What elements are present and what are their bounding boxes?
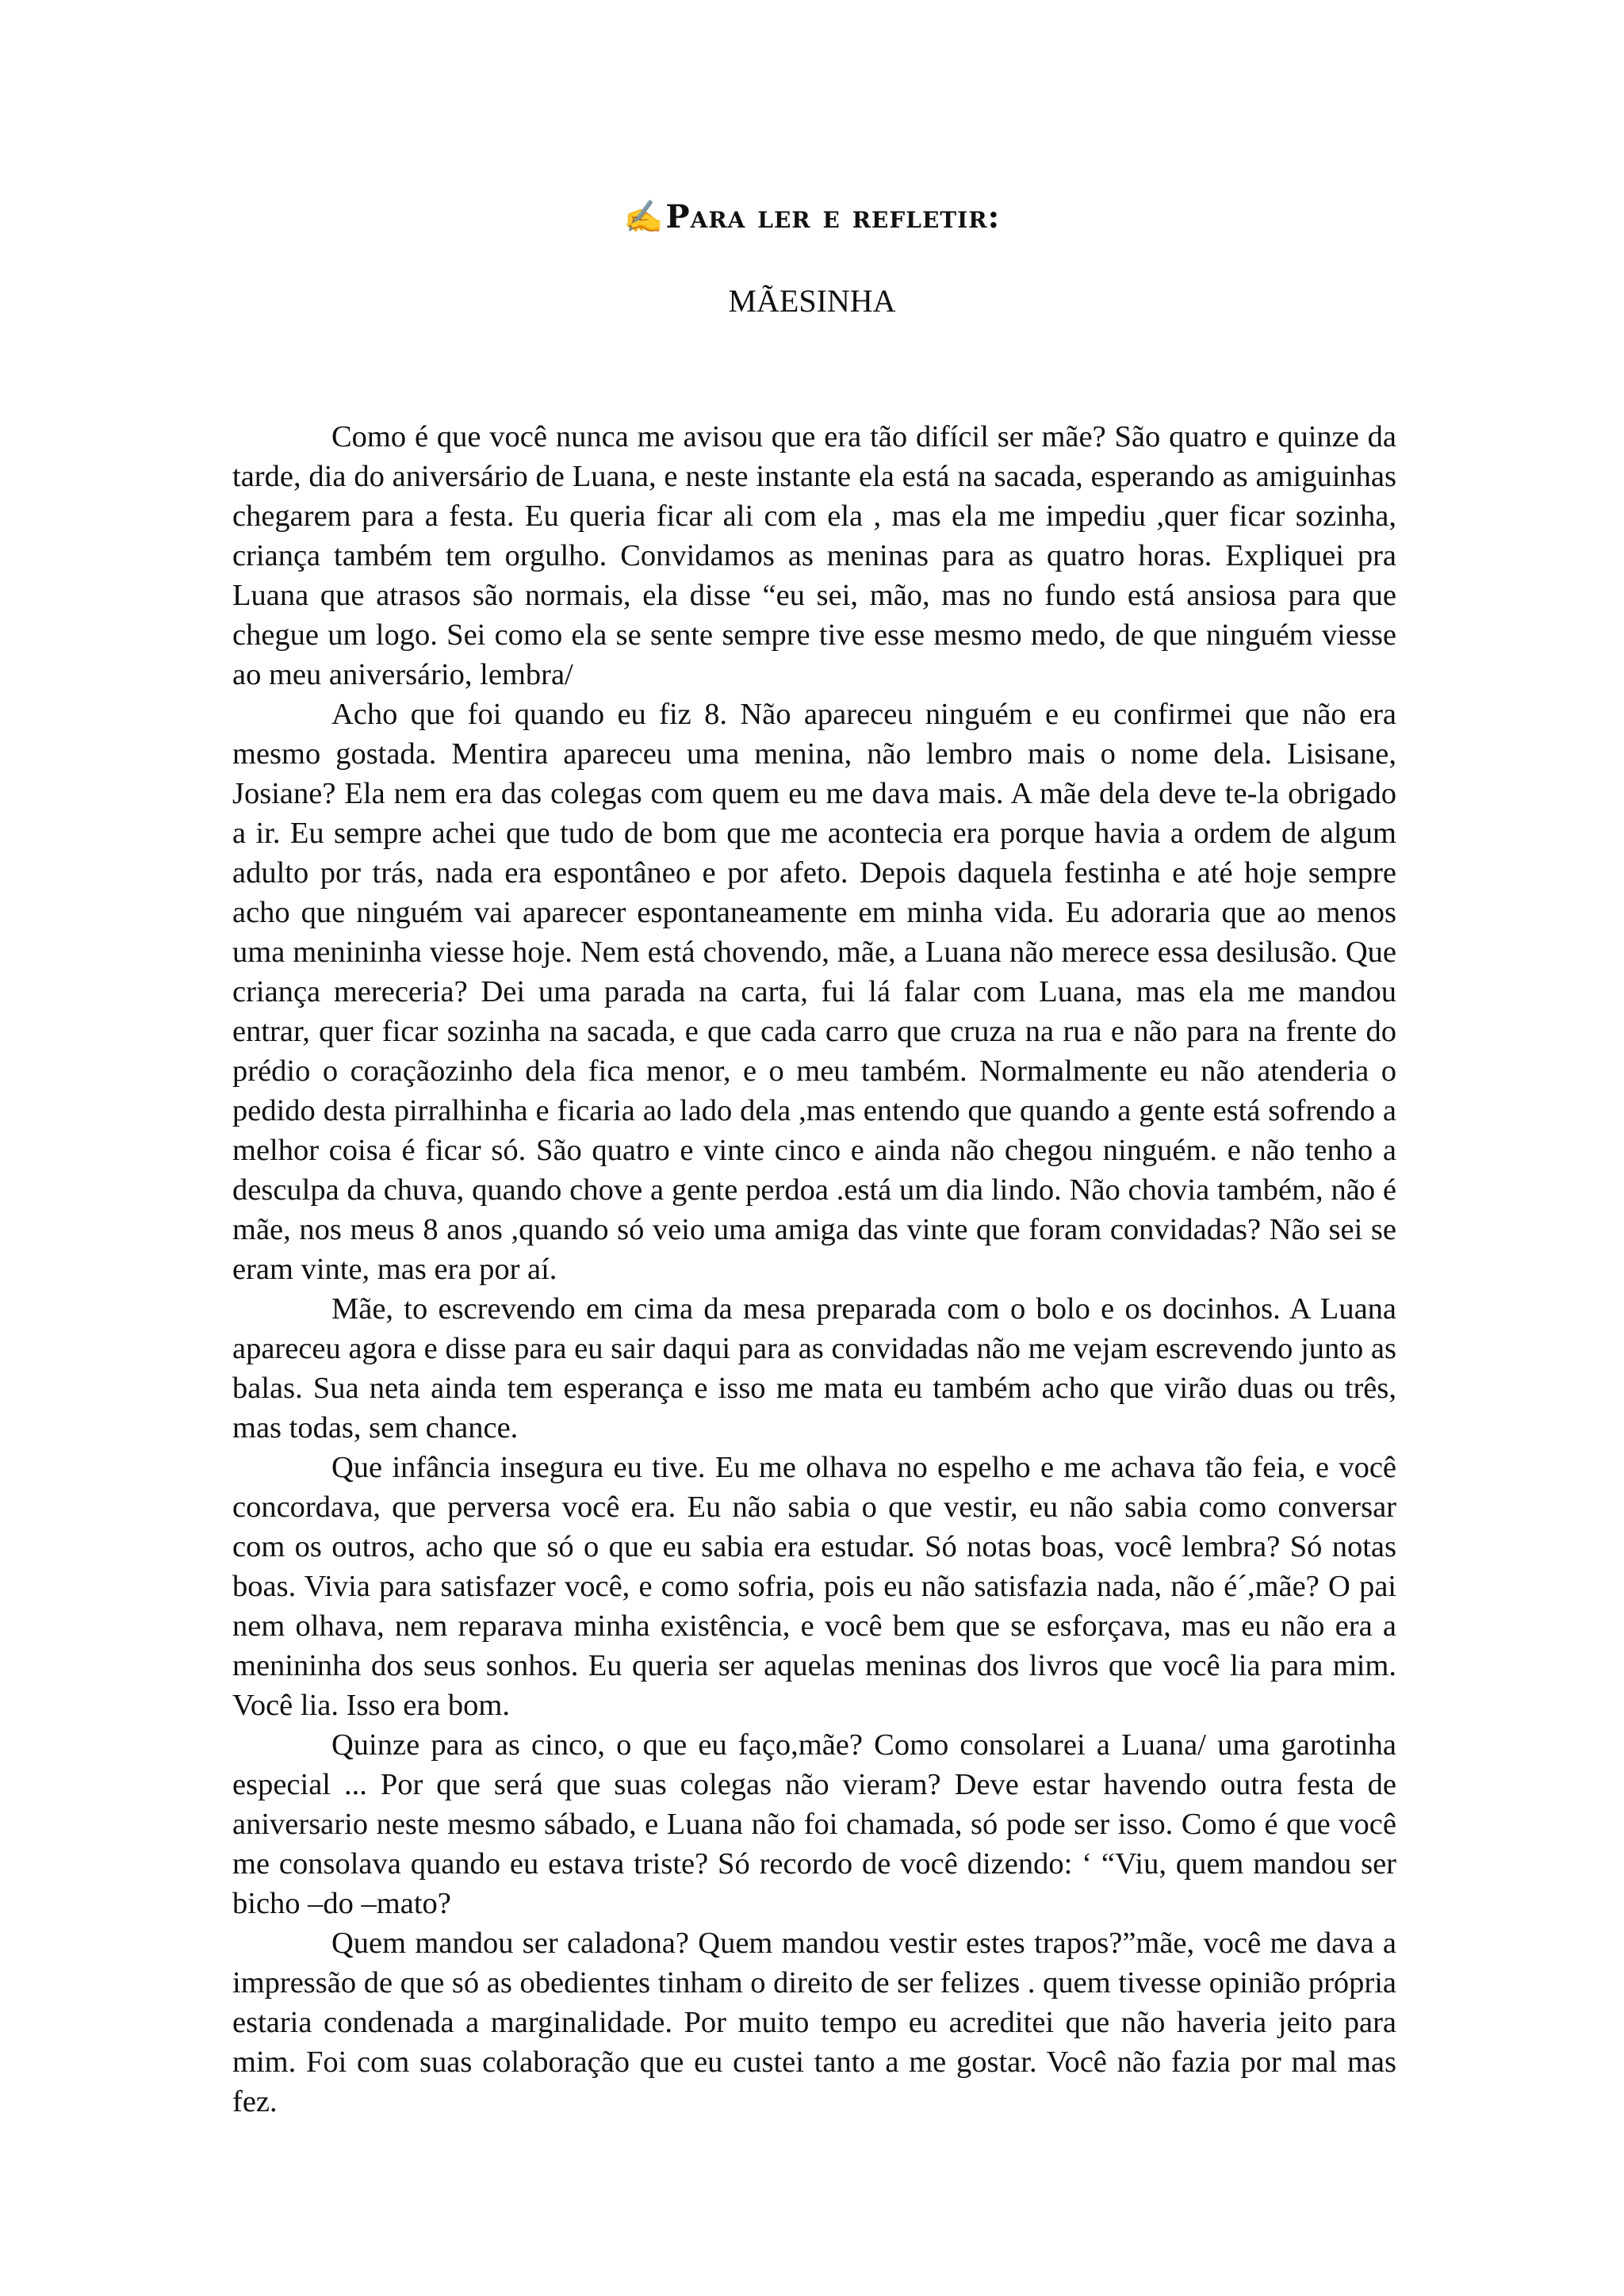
section-heading-text: Para ler e refletir: — [665, 198, 1001, 235]
paragraph-1: Como é que você nunca me avisou que era tão difícil ser mãe? São quatro e quinze da tarde, dia do aniversário de Luana, e neste instante ela está na sacada, esperando as amiguinhas chegarem para a festa. Eu queria ficar ali com ela , mas ela me impediu ,quer ficar sozinha, criança também tem orgulho. Convidamos as meninas para as quatro horas. Expliquei pra Luana que atrasos são normais, ela disse “eu sei, mão, mas no fundo está ansiosa para que chegue um logo. Sei como ela se sente sempre tive esse mesmo medo, de que ninguém viesse ao meu aniversário, lembra/ — [232, 420, 1396, 691]
paragraph-4: Que infância insegura eu tive. Eu me olhava no espelho e me achava tão feia, e você concordava, que perversa você era. Eu não sabia o que vestir, eu não sabia como conversar com os outros, acho que só o que eu sabia era estudar. Só notas boas, você lembra? Só notas boas. Vivia para satisfazer você, e como sofria, pois eu não satisfazia nada, não é´,mãe? O pai nem olhava, nem reparava minha existência, e você bem que se esforçava, mas eu não era a menininha dos seus sonhos. Eu queria ser aquelas meninas dos livros que você lia para mim. Você lia. Isso era bom. — [232, 1451, 1396, 1722]
section-heading — [0, 198, 1624, 235]
paragraph-6: Quem mandou ser caladona? Quem mandou vestir estes trapos?”mãe, você me dava a impressão de que só as obedientes tinham o direito de ser felizes . quem tivesse opinião própria estaria condenada a marginalidade. Por muito tempo eu acreditei que não haveria jeito para mim. Foi com suas colaboração que eu custei tanto a me gostar. Você não fazia por mal mas fez. — [232, 1927, 1396, 2118]
paragraph-3: Mãe, to escrevendo em cima da mesa preparada com o bolo e os docinhos. A Luana apareceu agora e disse para eu sair daqui para as convidadas não me vejam escrevendo junto as balas. Sua neta ainda tem esperança e isso me mata eu também acho que virão duas ou três, mas todas, sem chance. — [232, 1292, 1396, 1445]
paragraph-5: Quinze para as cinco, o que eu faço,mãe? Como consolarei a Luana/ uma garotinha especial ... Por que será que suas colegas não vieram? Deve estar havendo outra festa de aniversario neste mesmo sábado, e Luana não foi chamada, só pode ser isso. Como é que você me consolava quando eu estava triste? Só recordo de você dizendo: ‘ “Viu, quem mandou ser bicho –do –mato? — [232, 1728, 1396, 1920]
document-title: MÃESINHA — [728, 283, 896, 319]
paragraph-2: Acho que foi quando eu fiz 8. Não apareceu ninguém e eu confirmei que não era mesmo gostada. Mentira apareceu uma menina, não lembro mais o nome dela. Lisisane, Josiane? Ela nem era das colegas com quem eu me dava mais. A mãe dela deve te-la obrigado a ir. Eu sempre achei que tudo de bom que me acontecia era porque havia a ordem de algum adulto por trás, nada era espontâneo e por afeto. Depois daquela festinha e até hoje sempre acho que ninguém vai aparecer espontaneamente em minha vida. Eu adoraria que ao menos uma menininha viesse hoje. Nem está chovendo, mãe, a Luana não merece essa desilusão. Que criança mereceria? Dei uma parada na carta, fui lá falar com Luana, mas ela me mandou entrar, quer ficar sozinha na sacada, e que cada carro que cruza na rua e não para na frente do prédio o coraçãozinho dela fica menor, e o meu também. Normalmente eu não atenderia o pedido desta pirralhinha e ficaria ao lado dela ,mas entendo que quando a gente está sofrendo a melhor coisa é ficar só. São quatro e vinte cinco e ainda não chegou ninguém. e não tenho a desculpa da chuva, quando chove a gente perdoa .está um dia lindo. Não chovia também, não é mãe, nos meus 8 anos ,quando só veio uma amiga das vinte que foram convidadas? Não sei se eram vinte, mas era por aí. — [232, 698, 1396, 1286]
document-body — [232, 417, 1396, 2122]
writing-hand-icon: ✍ — [623, 199, 665, 235]
